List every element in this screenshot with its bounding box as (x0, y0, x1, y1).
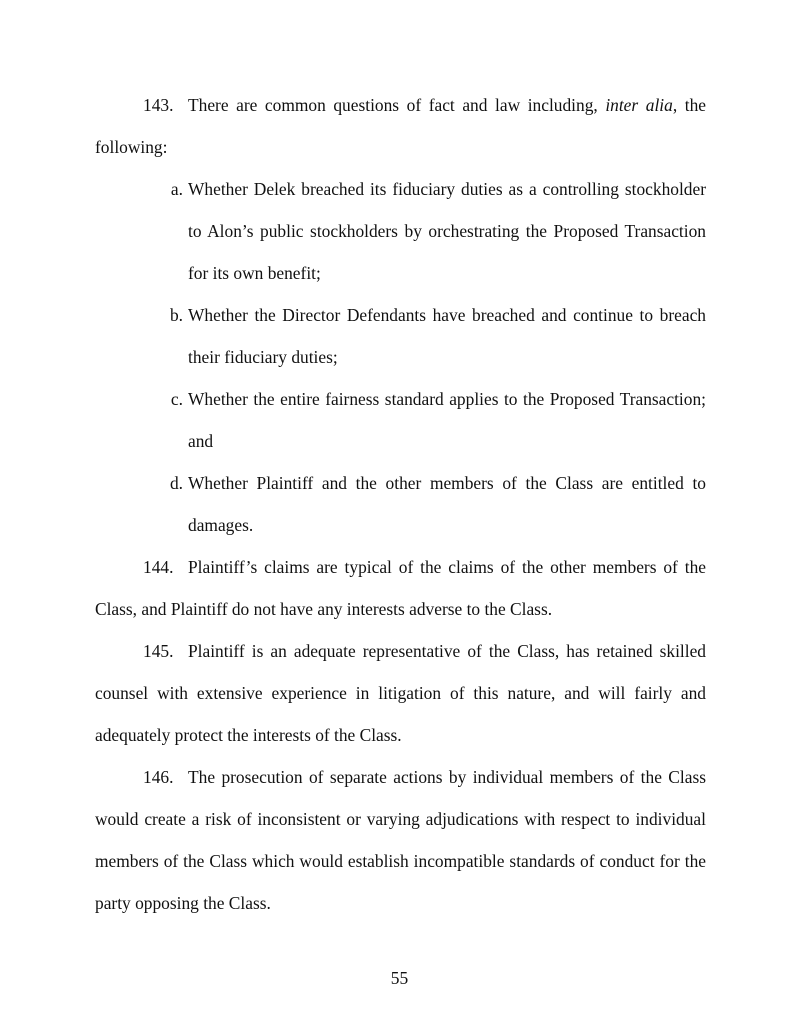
list-item-d (169, 462, 706, 546)
paragraph-number: 145. (143, 641, 174, 661)
paragraph-number: 146. (143, 767, 174, 787)
paragraph-144 (95, 546, 706, 630)
paragraph-text-continued: , the following: (95, 95, 706, 157)
paragraph-145 (95, 630, 706, 756)
paragraph-number: 143. (143, 95, 174, 115)
paragraph-text: Plaintiff is an adequate representative of the Class, has retained skilled counsel with extensive experience in litigation of this nature, and will fairly and adequately protect the interests of the Class. (95, 641, 706, 745)
italic-phrase: inter alia (605, 95, 673, 115)
list-item-c (170, 378, 706, 462)
list-item-text: Whether the entire fairness standard applies to the Proposed Transaction; and (188, 389, 706, 451)
paragraph-number: 144. (143, 557, 174, 577)
list-item-letter: a. (170, 179, 183, 199)
paragraph-text: The prosecution of separate actions by individual members of the Class would create a risk of inconsistent or varying adjudications with respect to individual members of the Class which would establish incompatible standards of conduct for the party opposing the Class. (95, 767, 706, 913)
paragraph-text: Plaintiff’s claims are typical of the claims of the other members of the Class, and Plaintiff do not have any interests adverse to the Class. (95, 557, 706, 619)
list-item-letter: c. (170, 389, 183, 409)
list-item-letter: b. (169, 305, 183, 325)
paragraph-146 (95, 756, 706, 924)
list-item-b (169, 294, 706, 378)
list-item-a (170, 168, 706, 294)
list-item-text: Whether Delek breached its fiduciary duties as a controlling stockholder to Alon’s public stockholders by orchestrating the Proposed Transaction for its own benefit; (188, 179, 706, 283)
paragraph-text: There are common questions of fact and law including, (188, 95, 606, 115)
list-item-letter: d. (169, 473, 183, 493)
paragraph-143 (95, 84, 706, 168)
list-item-text: Whether the Director Defendants have breached and continue to breach their fiduciary duties; (188, 305, 706, 367)
list-item-text: Whether Plaintiff and the other members of the Class are entitled to damages. (188, 473, 706, 535)
page-number: 55 (390, 968, 409, 988)
